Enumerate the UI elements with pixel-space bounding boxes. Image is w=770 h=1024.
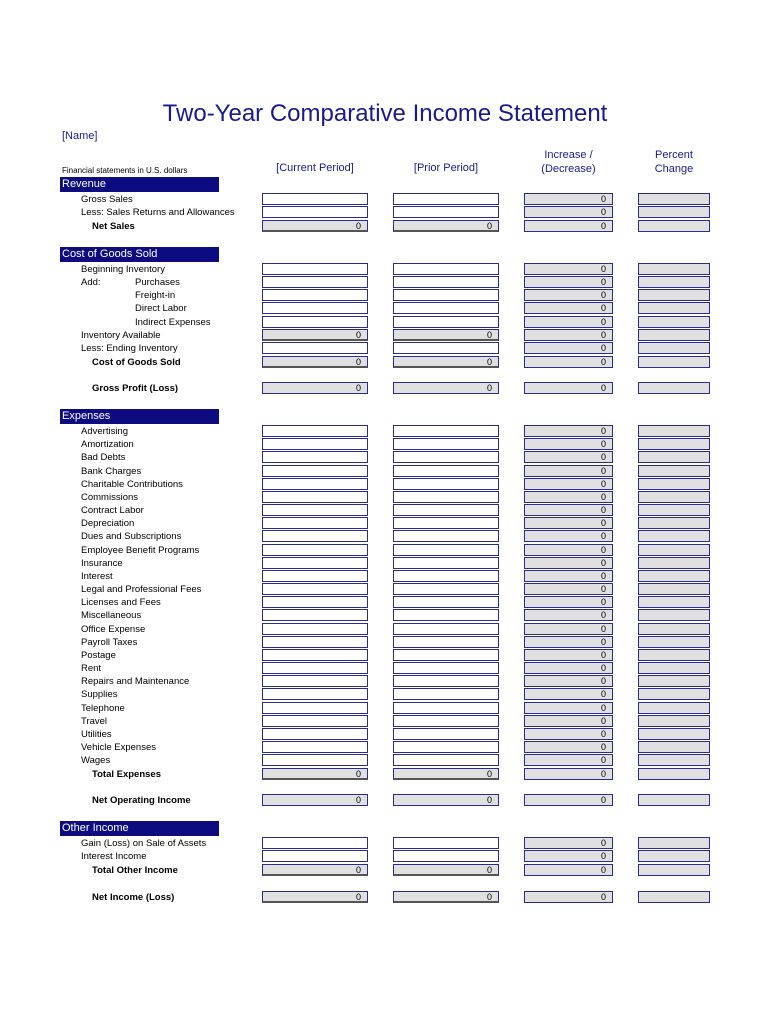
expense-percent-value — [638, 557, 710, 569]
expense-prior-input[interactable] — [393, 438, 499, 450]
expense-percent-value — [638, 425, 710, 437]
expense-prior-input[interactable] — [393, 557, 499, 569]
expense-current-input[interactable] — [262, 754, 368, 766]
gross-profit-change: 0 — [524, 382, 613, 394]
purchases-prior[interactable] — [393, 276, 499, 288]
expense-change-value: 0 — [524, 662, 613, 674]
inventory-available-prior: 0 — [393, 329, 499, 341]
expense-label: Charitable Contributions — [81, 479, 183, 490]
expense-label: Depreciation — [81, 518, 135, 529]
expense-prior-input[interactable] — [393, 662, 499, 674]
expense-percent-value — [638, 715, 710, 727]
indirect-expenses-percent — [638, 316, 710, 328]
indirect-expenses-change: 0 — [524, 316, 613, 328]
expenses-section-header: Expenses — [60, 409, 219, 424]
expense-percent-value — [638, 544, 710, 556]
expense-prior-input[interactable] — [393, 649, 499, 661]
expense-label: Advertising — [81, 426, 128, 437]
sales-returns-change: 0 — [524, 206, 613, 218]
expense-percent-value — [638, 728, 710, 740]
expense-change-value: 0 — [524, 478, 613, 490]
expense-change-value: 0 — [524, 636, 613, 648]
expense-label: Miscellaneous — [81, 610, 142, 621]
gain-loss-assets-label: Gain (Loss) on Sale of Assets — [81, 838, 207, 849]
expense-percent-value — [638, 583, 710, 595]
expense-percent-value — [638, 451, 710, 463]
expense-percent-value — [638, 570, 710, 582]
expense-current-input[interactable] — [262, 649, 368, 661]
expense-percent-value — [638, 504, 710, 516]
total-other-income-label: Total Other Income — [92, 865, 178, 876]
expense-label: Supplies — [81, 689, 118, 700]
expense-label: Payroll Taxes — [81, 637, 138, 648]
expense-prior-input[interactable] — [393, 544, 499, 556]
expense-percent-value — [638, 596, 710, 608]
net-sales-current: 0 — [262, 220, 368, 232]
expense-label: Wages — [81, 755, 111, 766]
net-operating-income-label: Net Operating Income — [92, 795, 191, 806]
expense-change-value: 0 — [524, 570, 613, 582]
expense-label: Repairs and Maintenance — [81, 676, 190, 687]
expense-change-value: 0 — [524, 623, 613, 635]
expense-current-input[interactable] — [262, 623, 368, 635]
inventory-available-label: Inventory Available — [81, 330, 161, 341]
expense-prior-input[interactable] — [393, 675, 499, 687]
expense-current-input[interactable] — [262, 451, 368, 463]
net-income-prior: 0 — [393, 891, 499, 903]
expense-current-input[interactable] — [262, 530, 368, 542]
total-expenses-change: 0 — [524, 768, 613, 780]
expense-change-value: 0 — [524, 425, 613, 437]
expense-change-value: 0 — [524, 649, 613, 661]
expense-current-input[interactable] — [262, 741, 368, 753]
expense-prior-input[interactable] — [393, 688, 499, 700]
expense-current-input[interactable] — [262, 544, 368, 556]
expense-prior-input[interactable] — [393, 517, 499, 529]
expense-current-input[interactable] — [262, 715, 368, 727]
expense-prior-input[interactable] — [393, 570, 499, 582]
expense-percent-value — [638, 675, 710, 687]
expense-change-value: 0 — [524, 728, 613, 740]
expense-percent-value — [638, 478, 710, 490]
expense-prior-input[interactable] — [393, 623, 499, 635]
expense-current-input[interactable] — [262, 570, 368, 582]
interest-income-percent — [638, 850, 710, 862]
expense-change-value: 0 — [524, 754, 613, 766]
net-operating-income-prior: 0 — [393, 794, 499, 806]
expense-label: Utilities — [81, 729, 112, 740]
net-operating-income-percent — [638, 794, 710, 806]
total-other-income-change: 0 — [524, 864, 613, 876]
expense-prior-input[interactable] — [393, 491, 499, 503]
net-income-current: 0 — [262, 891, 368, 903]
expense-prior-input[interactable] — [393, 425, 499, 437]
gain-loss-assets-current[interactable] — [262, 837, 368, 849]
ending-inventory-prior[interactable] — [393, 342, 499, 354]
expense-change-value: 0 — [524, 609, 613, 621]
direct-labor-percent — [638, 302, 710, 314]
expense-current-input[interactable] — [262, 583, 368, 595]
expense-prior-input[interactable] — [393, 504, 499, 516]
interest-income-change: 0 — [524, 850, 613, 862]
expense-label: Bank Charges — [81, 466, 142, 477]
expense-percent-value — [638, 609, 710, 621]
expense-current-input[interactable] — [262, 675, 368, 687]
expense-current-input[interactable] — [262, 728, 368, 740]
total-expenses-percent — [638, 768, 710, 780]
expense-change-value: 0 — [524, 596, 613, 608]
expense-percent-value — [638, 754, 710, 766]
expense-prior-input[interactable] — [393, 741, 499, 753]
total-expenses-current: 0 — [262, 768, 368, 780]
expense-change-value: 0 — [524, 517, 613, 529]
gross-sales-percent — [638, 193, 710, 205]
total-other-income-percent — [638, 864, 710, 876]
direct-labor-label: Direct Labor — [135, 303, 187, 314]
expense-change-value: 0 — [524, 491, 613, 503]
expense-percent-value — [638, 530, 710, 542]
expense-label: Vehicle Expenses — [81, 742, 156, 753]
expense-label: Licenses and Fees — [81, 597, 161, 608]
beginning-inventory-change: 0 — [524, 263, 613, 275]
freight-in-current[interactable] — [262, 289, 368, 301]
expense-current-input[interactable] — [262, 557, 368, 569]
freight-in-percent — [638, 289, 710, 301]
net-sales-change: 0 — [524, 220, 613, 232]
company-name[interactable]: [Name] — [62, 130, 98, 142]
expense-percent-value — [638, 465, 710, 477]
purchases-current[interactable] — [262, 276, 368, 288]
expense-label: Dues and Subscriptions — [81, 531, 182, 542]
expense-label: Office Expense — [81, 624, 146, 635]
gross-profit-prior: 0 — [393, 382, 499, 394]
cogs-total-change: 0 — [524, 356, 613, 368]
total-other-income-prior: 0 — [393, 864, 499, 876]
freight-in-prior[interactable] — [393, 289, 499, 301]
direct-labor-current[interactable] — [262, 302, 368, 314]
expense-label: Bad Debts — [81, 452, 126, 463]
expense-current-input[interactable] — [262, 596, 368, 608]
expense-change-value: 0 — [524, 451, 613, 463]
purchases-label: Purchases — [135, 277, 180, 288]
expense-prior-input[interactable] — [393, 609, 499, 621]
ending-inventory-change: 0 — [524, 342, 613, 354]
expense-prior-input[interactable] — [393, 715, 499, 727]
expense-percent-value — [638, 636, 710, 648]
expense-current-input[interactable] — [262, 609, 368, 621]
gross-sales-current[interactable] — [262, 193, 368, 205]
expense-prior-input[interactable] — [393, 451, 499, 463]
net-operating-income-change: 0 — [524, 794, 613, 806]
expense-current-input[interactable] — [262, 491, 368, 503]
net-sales-prior: 0 — [393, 220, 499, 232]
net-income-label: Net Income (Loss) — [92, 892, 175, 903]
net-operating-income-current: 0 — [262, 794, 368, 806]
expense-label: Amortization — [81, 439, 134, 450]
beginning-inventory-label: Beginning Inventory — [81, 264, 165, 275]
gain-loss-assets-prior[interactable] — [393, 837, 499, 849]
expense-prior-input[interactable] — [393, 478, 499, 490]
current-period-header[interactable]: [Current Period] — [276, 162, 354, 174]
gain-loss-assets-change: 0 — [524, 837, 613, 849]
indirect-expenses-label: Indirect Expenses — [135, 317, 211, 328]
expense-label: Telephone — [81, 703, 125, 714]
expense-change-value: 0 — [524, 688, 613, 700]
expense-label: Legal and Professional Fees — [81, 584, 202, 595]
expense-prior-input[interactable] — [393, 728, 499, 740]
expense-change-value: 0 — [524, 438, 613, 450]
expense-change-value: 0 — [524, 702, 613, 714]
sales-returns-prior[interactable] — [393, 206, 499, 218]
interest-income-prior[interactable] — [393, 850, 499, 862]
expense-prior-input[interactable] — [393, 754, 499, 766]
expense-label: Travel — [81, 716, 108, 727]
increase-decrease-header: Increase / (Decrease) — [541, 149, 596, 175]
gross-profit-current: 0 — [262, 382, 368, 394]
expense-prior-input[interactable] — [393, 702, 499, 714]
prior-period-header[interactable]: [Prior Period] — [413, 162, 479, 174]
expense-current-input[interactable] — [262, 702, 368, 714]
expense-prior-input[interactable] — [393, 636, 499, 648]
purchases-percent — [638, 276, 710, 288]
expense-percent-value — [638, 688, 710, 700]
purchases-change: 0 — [524, 276, 613, 288]
expense-percent-value — [638, 741, 710, 753]
expense-percent-value — [638, 438, 710, 450]
expense-change-value: 0 — [524, 715, 613, 727]
expense-prior-input[interactable] — [393, 596, 499, 608]
total-expenses-label: Total Expenses — [92, 769, 161, 780]
interest-income-current[interactable] — [262, 850, 368, 862]
other-income-section-header: Other Income — [60, 821, 219, 836]
indirect-expenses-prior[interactable] — [393, 316, 499, 328]
currency-note: Financial statements in U.S. dollars — [62, 166, 188, 175]
cogs-total-current: 0 — [262, 356, 368, 368]
expense-label: Postage — [81, 650, 116, 661]
expense-change-value: 0 — [524, 465, 613, 477]
expense-change-value: 0 — [524, 530, 613, 542]
inventory-available-change: 0 — [524, 329, 613, 341]
ending-inventory-label: Less: Ending Inventory — [81, 343, 178, 354]
expense-current-input[interactable] — [262, 662, 368, 674]
gain-loss-assets-percent — [638, 837, 710, 849]
expense-percent-value — [638, 491, 710, 503]
percent-change-header: Percent Change — [654, 149, 694, 175]
revenue-section-header: Revenue — [60, 177, 219, 192]
expense-label: Insurance — [81, 558, 123, 569]
cogs-total-prior: 0 — [393, 356, 499, 368]
expense-label: Employee Benefit Programs — [81, 545, 200, 556]
expense-percent-value — [638, 623, 710, 635]
beginning-inventory-current[interactable] — [262, 263, 368, 275]
net-income-percent — [638, 891, 710, 903]
expense-change-value: 0 — [524, 583, 613, 595]
net-sales-percent — [638, 220, 710, 232]
gross-sales-label: Gross Sales — [81, 194, 133, 205]
gross-profit-percent — [638, 382, 710, 394]
expense-current-input[interactable] — [262, 504, 368, 516]
cogs-total-label: Cost of Goods Sold — [92, 357, 181, 368]
net-income-change: 0 — [524, 891, 613, 903]
expense-label: Contract Labor — [81, 505, 144, 516]
expense-current-input[interactable] — [262, 425, 368, 437]
sales-returns-current[interactable] — [262, 206, 368, 218]
interest-income-label: Interest Income — [81, 851, 147, 862]
expense-current-input[interactable] — [262, 478, 368, 490]
expense-percent-value — [638, 517, 710, 529]
expense-percent-value — [638, 702, 710, 714]
gross-sales-prior[interactable] — [393, 193, 499, 205]
expense-prior-input[interactable] — [393, 465, 499, 477]
expense-current-input[interactable] — [262, 465, 368, 477]
indirect-expenses-current[interactable] — [262, 316, 368, 328]
net-sales-label: Net Sales — [92, 221, 135, 232]
expense-prior-input[interactable] — [393, 583, 499, 595]
cogs-section-header: Cost of Goods Sold — [60, 247, 219, 262]
expense-change-value: 0 — [524, 675, 613, 687]
expense-label: Commissions — [81, 492, 139, 503]
expense-label: Rent — [81, 663, 102, 674]
add-label: Add: — [81, 277, 101, 288]
sales-returns-percent — [638, 206, 710, 218]
expense-change-value: 0 — [524, 504, 613, 516]
beginning-inventory-percent — [638, 263, 710, 275]
total-expenses-prior: 0 — [393, 768, 499, 780]
gross-sales-change: 0 — [524, 193, 613, 205]
direct-labor-change: 0 — [524, 302, 613, 314]
gross-profit-label: Gross Profit (Loss) — [92, 383, 179, 394]
ending-inventory-current[interactable] — [262, 342, 368, 354]
expense-label: Interest — [81, 571, 113, 582]
freight-in-label: Freight-in — [135, 290, 176, 301]
expense-change-value: 0 — [524, 741, 613, 753]
expense-current-input[interactable] — [262, 636, 368, 648]
expense-current-input[interactable] — [262, 688, 368, 700]
sales-returns-label: Less: Sales Returns and Allowances — [81, 207, 235, 218]
expense-percent-value — [638, 662, 710, 674]
direct-labor-prior[interactable] — [393, 302, 499, 314]
ending-inventory-percent — [638, 342, 710, 354]
expense-change-value: 0 — [524, 557, 613, 569]
total-other-income-current: 0 — [262, 864, 368, 876]
cogs-total-percent — [638, 356, 710, 368]
expense-current-input[interactable] — [262, 438, 368, 450]
freight-in-change: 0 — [524, 289, 613, 301]
expense-change-value: 0 — [524, 544, 613, 556]
expense-prior-input[interactable] — [393, 530, 499, 542]
inventory-available-current: 0 — [262, 329, 368, 341]
beginning-inventory-prior[interactable] — [393, 263, 499, 275]
inventory-available-percent — [638, 329, 710, 341]
expense-current-input[interactable] — [262, 517, 368, 529]
page-title: Two-Year Comparative Income Statement — [162, 100, 608, 127]
expense-percent-value — [638, 649, 710, 661]
